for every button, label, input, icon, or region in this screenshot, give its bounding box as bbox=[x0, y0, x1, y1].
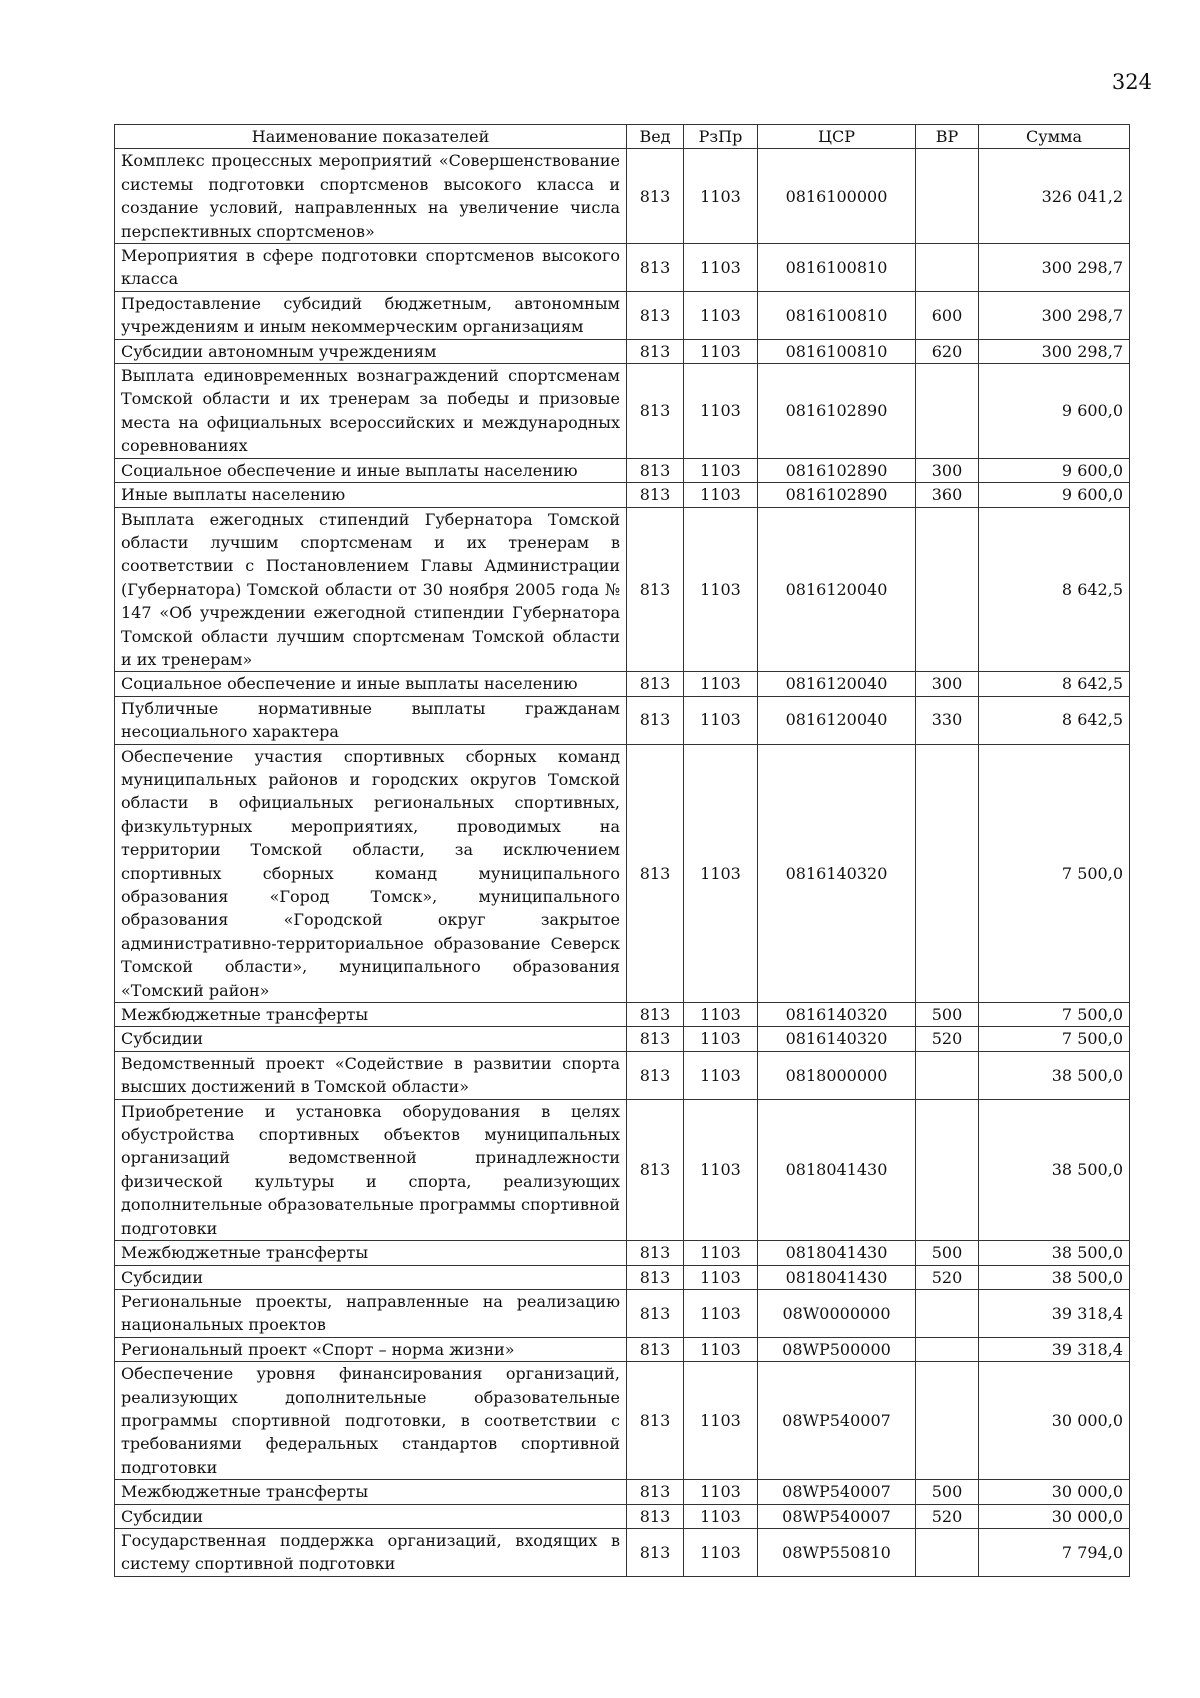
cell-ved: 813 bbox=[627, 1362, 684, 1480]
header-name: Наименование показателей bbox=[115, 125, 627, 149]
cell-csr: 0816140320 bbox=[758, 1027, 916, 1051]
cell-vr: 360 bbox=[916, 483, 979, 507]
cell-rzpr: 1103 bbox=[684, 1265, 758, 1289]
table-row bbox=[115, 1265, 1130, 1289]
cell-ved: 813 bbox=[627, 244, 684, 292]
table-row bbox=[115, 1289, 1130, 1337]
cell-name: Региональные проекты, направленные на реализацию национальных проектов bbox=[115, 1289, 627, 1337]
cell-name: Субсидии bbox=[115, 1027, 627, 1051]
cell-ved: 813 bbox=[627, 1241, 684, 1265]
cell-vr bbox=[916, 1051, 979, 1099]
cell-vr: 500 bbox=[916, 1241, 979, 1265]
table-body bbox=[115, 149, 1130, 1576]
cell-vr bbox=[916, 1289, 979, 1337]
cell-rzpr: 1103 bbox=[684, 507, 758, 672]
cell-vr bbox=[916, 244, 979, 292]
table-header bbox=[115, 125, 1130, 149]
cell-sum: 7 500,0 bbox=[979, 744, 1130, 1002]
cell-vr bbox=[916, 744, 979, 1002]
table-row bbox=[115, 1051, 1130, 1099]
cell-sum: 7 794,0 bbox=[979, 1528, 1130, 1576]
cell-sum: 38 500,0 bbox=[979, 1099, 1130, 1240]
cell-name: Социальное обеспечение и иные выплаты населению bbox=[115, 458, 627, 482]
cell-csr: 0816120040 bbox=[758, 696, 916, 744]
cell-name: Субсидии bbox=[115, 1265, 627, 1289]
table-row bbox=[115, 696, 1130, 744]
cell-rzpr: 1103 bbox=[684, 1362, 758, 1480]
table-row bbox=[115, 744, 1130, 1002]
cell-csr: 0816120040 bbox=[758, 507, 916, 672]
cell-name: Публичные нормативные выплаты гражданам несоциального характера bbox=[115, 696, 627, 744]
cell-rzpr: 1103 bbox=[684, 244, 758, 292]
cell-vr: 300 bbox=[916, 458, 979, 482]
header-csr: ЦСР bbox=[758, 125, 916, 149]
cell-ved: 813 bbox=[627, 458, 684, 482]
cell-name: Государственная поддержка организаций, входящих в систему спортивной подготовки bbox=[115, 1528, 627, 1576]
cell-sum: 30 000,0 bbox=[979, 1362, 1130, 1480]
cell-name: Межбюджетные трансферты bbox=[115, 1003, 627, 1027]
table-row bbox=[115, 672, 1130, 696]
cell-name: Выплата ежегодных стипендий Губернатора Томской области лучшим спортсменам и их тренерам в соответствии с Постановлением Главы Администрации (Губернатора) Томской области от 30 ноября 2005 года № 147 «Об учреждении ежегодной стипендии Губернатора Томской области лучшим спортсменам Томской области и их тренерам» bbox=[115, 507, 627, 672]
cell-name: Субсидии автономным учреждениям bbox=[115, 339, 627, 363]
cell-ved: 813 bbox=[627, 1528, 684, 1576]
cell-vr: 520 bbox=[916, 1265, 979, 1289]
cell-csr: 0816100810 bbox=[758, 291, 916, 339]
cell-sum: 7 500,0 bbox=[979, 1003, 1130, 1027]
cell-sum: 300 298,7 bbox=[979, 244, 1130, 292]
cell-csr: 0818000000 bbox=[758, 1051, 916, 1099]
table-row bbox=[115, 1241, 1130, 1265]
cell-ved: 813 bbox=[627, 1027, 684, 1051]
cell-csr: 08WP540007 bbox=[758, 1504, 916, 1528]
header-sum: Сумма bbox=[979, 125, 1130, 149]
table-row bbox=[115, 1337, 1130, 1361]
cell-rzpr: 1103 bbox=[684, 672, 758, 696]
cell-csr: 0816102890 bbox=[758, 364, 916, 459]
cell-vr: 300 bbox=[916, 672, 979, 696]
cell-sum: 8 642,5 bbox=[979, 696, 1130, 744]
header-ved: Вед bbox=[627, 125, 684, 149]
cell-name: Обеспечение уровня финансирования организаций, реализующих дополнительные образовательные программы спортивной подготовки, в соответствии с требованиями федеральных стандартов спортивной подготовки bbox=[115, 1362, 627, 1480]
header-rzpr: РзПр bbox=[684, 125, 758, 149]
cell-rzpr: 1103 bbox=[684, 339, 758, 363]
cell-ved: 813 bbox=[627, 1265, 684, 1289]
cell-vr bbox=[916, 1099, 979, 1240]
cell-sum: 7 500,0 bbox=[979, 1027, 1130, 1051]
cell-sum: 9 600,0 bbox=[979, 483, 1130, 507]
cell-ved: 813 bbox=[627, 1480, 684, 1504]
cell-sum: 38 500,0 bbox=[979, 1051, 1130, 1099]
cell-ved: 813 bbox=[627, 1003, 684, 1027]
cell-ved: 813 bbox=[627, 364, 684, 459]
table-row bbox=[115, 291, 1130, 339]
cell-name: Социальное обеспечение и иные выплаты населению bbox=[115, 672, 627, 696]
header-vr: ВР bbox=[916, 125, 979, 149]
table-row bbox=[115, 507, 1130, 672]
cell-sum: 300 298,7 bbox=[979, 291, 1130, 339]
cell-name: Субсидии bbox=[115, 1504, 627, 1528]
cell-name: Обеспечение участия спортивных сборных команд муниципальных районов и городских округов Томской области в официальных региональных спортивных, физкультурных мероприятиях, проводимых на территории Томской области, за исключением спортивных сборных команд муниципального образования «Город Томск», муниципального образования «Городской округ закрытое административно-территориальное образование Северск Томской области», муниципального образования «Томский район» bbox=[115, 744, 627, 1002]
cell-rzpr: 1103 bbox=[684, 1337, 758, 1361]
cell-vr: 600 bbox=[916, 291, 979, 339]
cell-csr: 0818041430 bbox=[758, 1265, 916, 1289]
cell-sum: 30 000,0 bbox=[979, 1480, 1130, 1504]
cell-name: Выплата единовременных вознаграждений спортсменам Томской области и их тренерам за победы и призовые места на официальных всероссийских и международных соревнованиях bbox=[115, 364, 627, 459]
cell-rzpr: 1103 bbox=[684, 291, 758, 339]
cell-sum: 300 298,7 bbox=[979, 339, 1130, 363]
cell-rzpr: 1103 bbox=[684, 1480, 758, 1504]
cell-name: Региональный проект «Спорт – норма жизни» bbox=[115, 1337, 627, 1361]
cell-rzpr: 1103 bbox=[684, 364, 758, 459]
cell-csr: 08WP500000 bbox=[758, 1337, 916, 1361]
cell-vr bbox=[916, 364, 979, 459]
table-row bbox=[115, 1099, 1130, 1240]
cell-sum: 9 600,0 bbox=[979, 364, 1130, 459]
table-row bbox=[115, 244, 1130, 292]
table-row bbox=[115, 1003, 1130, 1027]
cell-vr bbox=[916, 149, 979, 244]
cell-vr: 620 bbox=[916, 339, 979, 363]
cell-name: Иные выплаты населению bbox=[115, 483, 627, 507]
table-row bbox=[115, 1528, 1130, 1576]
cell-ved: 813 bbox=[627, 1289, 684, 1337]
cell-csr: 0816100810 bbox=[758, 339, 916, 363]
cell-rzpr: 1103 bbox=[684, 483, 758, 507]
cell-csr: 0816102890 bbox=[758, 458, 916, 482]
cell-sum: 39 318,4 bbox=[979, 1289, 1130, 1337]
table-row bbox=[115, 458, 1130, 482]
cell-sum: 38 500,0 bbox=[979, 1265, 1130, 1289]
cell-name: Ведомственный проект «Содействие в развитии спорта высших достижений в Томской области» bbox=[115, 1051, 627, 1099]
cell-ved: 813 bbox=[627, 696, 684, 744]
table-row bbox=[115, 1504, 1130, 1528]
table-row bbox=[115, 1480, 1130, 1504]
cell-name: Приобретение и установка оборудования в целях обустройства спортивных объектов муниципальных организаций ведомственной принадлежности физической культуры и спорта, реализующих дополнительные образовательные программы спортивной подготовки bbox=[115, 1099, 627, 1240]
cell-ved: 813 bbox=[627, 149, 684, 244]
cell-rzpr: 1103 bbox=[684, 1528, 758, 1576]
cell-vr bbox=[916, 507, 979, 672]
cell-csr: 08WP540007 bbox=[758, 1362, 916, 1480]
cell-csr: 0818041430 bbox=[758, 1099, 916, 1240]
cell-csr: 0818041430 bbox=[758, 1241, 916, 1265]
page-number: 324 bbox=[1111, 70, 1152, 94]
cell-name: Межбюджетные трансферты bbox=[115, 1241, 627, 1265]
cell-rzpr: 1103 bbox=[684, 1027, 758, 1051]
cell-rzpr: 1103 bbox=[684, 744, 758, 1002]
cell-rzpr: 1103 bbox=[684, 1051, 758, 1099]
cell-rzpr: 1103 bbox=[684, 1003, 758, 1027]
cell-sum: 8 642,5 bbox=[979, 507, 1130, 672]
cell-rzpr: 1103 bbox=[684, 1099, 758, 1240]
cell-ved: 813 bbox=[627, 1051, 684, 1099]
cell-vr: 500 bbox=[916, 1003, 979, 1027]
cell-sum: 38 500,0 bbox=[979, 1241, 1130, 1265]
cell-ved: 813 bbox=[627, 744, 684, 1002]
cell-ved: 813 bbox=[627, 339, 684, 363]
cell-sum: 326 041,2 bbox=[979, 149, 1130, 244]
cell-ved: 813 bbox=[627, 1099, 684, 1240]
cell-vr bbox=[916, 1337, 979, 1361]
cell-ved: 813 bbox=[627, 507, 684, 672]
cell-name: Комплекс процессных мероприятий «Совершенствование системы подготовки спортсменов высокого класса и создание условий, направленных на увеличение числа перспективных спортсменов» bbox=[115, 149, 627, 244]
cell-csr: 08WP540007 bbox=[758, 1480, 916, 1504]
cell-vr: 520 bbox=[916, 1504, 979, 1528]
cell-vr bbox=[916, 1528, 979, 1576]
cell-csr: 0816102890 bbox=[758, 483, 916, 507]
cell-csr: 0816140320 bbox=[758, 744, 916, 1002]
table-row bbox=[115, 1027, 1130, 1051]
cell-csr: 0816140320 bbox=[758, 1003, 916, 1027]
cell-csr: 08WP550810 bbox=[758, 1528, 916, 1576]
cell-ved: 813 bbox=[627, 1337, 684, 1361]
header-row bbox=[115, 125, 1130, 149]
cell-csr: 0816100000 bbox=[758, 149, 916, 244]
cell-sum: 39 318,4 bbox=[979, 1337, 1130, 1361]
cell-csr: 0816120040 bbox=[758, 672, 916, 696]
cell-rzpr: 1103 bbox=[684, 458, 758, 482]
cell-name: Мероприятия в сфере подготовки спортсменов высокого класса bbox=[115, 244, 627, 292]
table-row bbox=[115, 483, 1130, 507]
cell-ved: 813 bbox=[627, 1504, 684, 1528]
cell-ved: 813 bbox=[627, 483, 684, 507]
cell-vr: 330 bbox=[916, 696, 979, 744]
cell-csr: 0816100810 bbox=[758, 244, 916, 292]
cell-ved: 813 bbox=[627, 672, 684, 696]
cell-vr bbox=[916, 1362, 979, 1480]
cell-rzpr: 1103 bbox=[684, 1289, 758, 1337]
cell-ved: 813 bbox=[627, 291, 684, 339]
cell-name: Предоставление субсидий бюджетным, автономным учреждениям и иным некоммерческим организациям bbox=[115, 291, 627, 339]
cell-sum: 30 000,0 bbox=[979, 1504, 1130, 1528]
table-row bbox=[115, 364, 1130, 459]
cell-sum: 9 600,0 bbox=[979, 458, 1130, 482]
cell-rzpr: 1103 bbox=[684, 149, 758, 244]
cell-rzpr: 1103 bbox=[684, 1504, 758, 1528]
budget-table bbox=[114, 124, 1130, 1577]
cell-rzpr: 1103 bbox=[684, 696, 758, 744]
table-row bbox=[115, 1362, 1130, 1480]
cell-name: Межбюджетные трансферты bbox=[115, 1480, 627, 1504]
cell-vr: 500 bbox=[916, 1480, 979, 1504]
table-row bbox=[115, 339, 1130, 363]
cell-csr: 08W0000000 bbox=[758, 1289, 916, 1337]
cell-sum: 8 642,5 bbox=[979, 672, 1130, 696]
cell-rzpr: 1103 bbox=[684, 1241, 758, 1265]
cell-vr: 520 bbox=[916, 1027, 979, 1051]
table-row bbox=[115, 149, 1130, 244]
